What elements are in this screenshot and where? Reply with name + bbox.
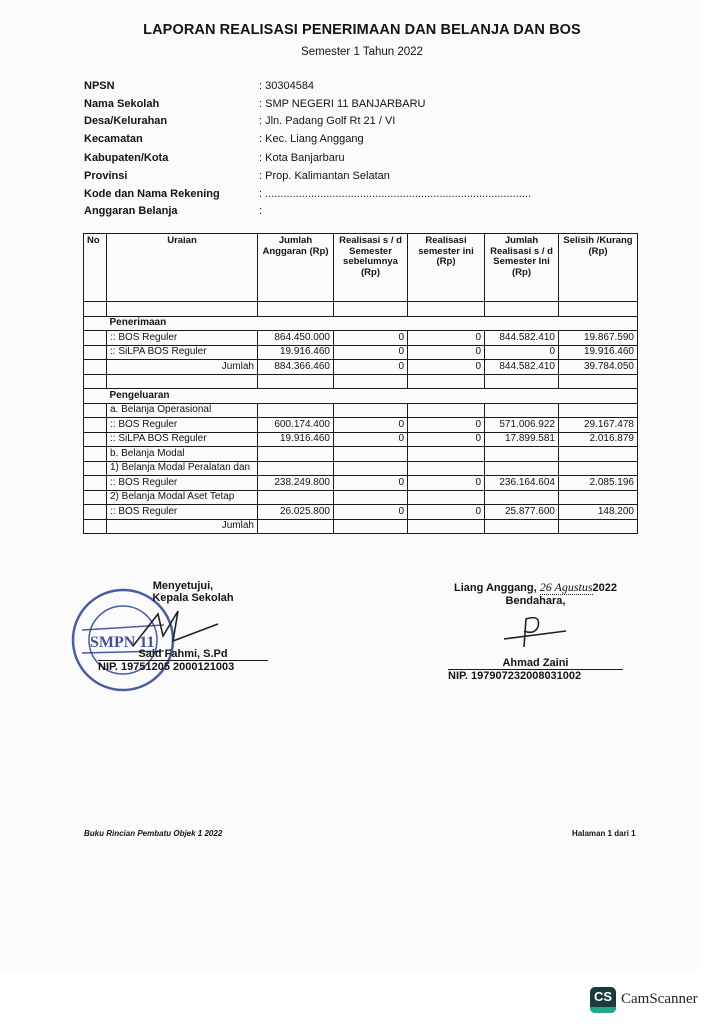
table-row-operasional-label: a. Belanja Operasional: [84, 403, 638, 418]
sig-left-nip: NIP. 19751205 2000121003: [98, 660, 268, 673]
sig-right-nip: NIP. 197907232008031002: [448, 669, 623, 682]
sig-left-role: Kepala Sekolah: [152, 592, 234, 604]
section-pengeluaran: Pengeluaran: [84, 389, 638, 404]
sig-right-role: Bendahara,: [505, 595, 566, 607]
table-row: :: BOS Reguler 238.249.800 0 0 236.164.604 2.085.196: [84, 476, 638, 491]
header-realisasi-semester: Realisasi semester ini (Rp): [408, 234, 485, 302]
table-row-modal-label: b. Belanja Modal: [84, 447, 638, 462]
table-row: :: SiLPA BOS Reguler 19.916.460 0 0 17.899.581 2.016.879: [84, 432, 638, 447]
table-row: :: SiLPA BOS Reguler 19.916.460 0 0 0 19.916.460: [84, 345, 638, 360]
table-row-total-pengeluaran: Jumlah: [84, 519, 638, 534]
table-row: :: BOS Reguler 600.174.400 0 0 571.006.922 29.167.478: [84, 418, 638, 433]
section-penerimaan: Penerimaan: [84, 316, 638, 331]
table-row-empty: [84, 302, 638, 317]
document-page: LAPORAN REALISASI PENERIMAAN DAN BELANJA DAN BOS Semester 1 Tahun 2022 NPSN : 30304584 Nama Sekolah : SMP NEGERI 11 BANJARBARU Desa/Kelurahan : Jln. Padang Golf Rt 21 / VI Kecamatan : Kec. Liang Anggang Kabupaten/Kota : Kota Banjarbaru Provinsi : Prop. Kalimantan Selatan Kode dan Nama Rekening : ....................................................................................... Anggaran Belanja : No Uraian Jumlah Anggaran (Rp) Realisasi s / d Semester sebelumnya (Rp) Realisasi semester ini (Rp) Jumlah Realisasi s / d Semester Ini (Rp) Selisih /Kurang (Rp) Penerimaan :: BOS Reguler 864.450.000 0 0 844.582.410 19.867.590 :: SiLPA BOS Reguler 19.916.460 0 0 0 19.916.460 Jumlah 884.366.460 0 0 844.582.410 39.784.050 Pengeluaran a. Belanja Operasional :: BOS Reguler 600.174.400 0 0 571.006.922 29.167.478 :: SiLPA BOS Reguler 19.916.460 0 0 17.899.581 2.016.879 b. Belanja Modal 1) Belanja Modal Peralatan dan :: BOS Reguler 238.249.800 0 0 236.164.604 2.085.196 2) Belanja Modal Aset Tetap :: BOS Reguler 26.025.800 0 0 25.877.600 148.200 Jumlah SMPN 11 Menyetujui, Kepala Sekolah Said Fahmi, S.Pd NIP. 19751205 2000121003 Liang Anggang, 26 Agustus2022 Bendahara, Ahmad Zaini NIP. 197907232008031002 Buku Rincian Pembatu Objek 1 2022 Halaman 1 dari 1: [0, 0, 700, 970]
sig-right-place-date: Liang Anggang, 26 Agustus2022: [453, 580, 618, 594]
signature-scribble-right-icon: [496, 609, 576, 651]
table-header-row: [84, 234, 638, 302]
footer-document-name: Buku Rincian Pembatu Objek 1 2022: [84, 829, 223, 838]
table-row: :: BOS Reguler 26.025.800 0 0 25.877.600 148.200: [84, 505, 638, 520]
camscanner-logo-icon: CS: [590, 987, 616, 1013]
signature-kepala-sekolah: [98, 580, 268, 673]
report-subtitle: Semester 1 Tahun 2022: [301, 46, 423, 58]
table-row: :: BOS Reguler 864.450.000 0 0 844.582.410 19.867.590: [84, 331, 638, 346]
table-row-modal-sub1-label: 1) Belanja Modal Peralatan dan: [84, 461, 638, 476]
signature-bendahara: [448, 580, 623, 682]
header-no: No: [84, 234, 107, 302]
sig-right-name: Ahmad Zaini: [502, 657, 569, 669]
report-title: LAPORAN REALISASI PENERIMAAN DAN BELANJA DAN BOS: [143, 22, 581, 38]
table-row-total-penerimaan: Jumlah 884.366.460 0 0 844.582.410 39.784.050: [84, 360, 638, 375]
sig-left-line1: Menyetujui,: [152, 580, 214, 592]
header-jumlah-realisasi: Jumlah Realisasi s / d Semester Ini (Rp): [485, 234, 559, 302]
header-jumlah-anggaran: Jumlah Anggaran (Rp): [258, 234, 334, 302]
realization-table: [83, 233, 638, 534]
table-row-modal-sub2-label: 2) Belanja Modal Aset Tetap: [84, 490, 638, 505]
camscanner-watermark: CamScanner: [621, 991, 698, 1007]
sig-left-name: Said Fahmi, S.Pd: [138, 648, 228, 660]
signature-scribble-left-icon: [123, 606, 243, 648]
table-row-empty: [84, 374, 638, 389]
header-realisasi-sd: Realisasi s / d Semester sebelumnya (Rp): [334, 234, 408, 302]
header-uraian: Uraian: [107, 234, 258, 302]
svg-text:SMPN 11: SMPN 11: [90, 634, 155, 651]
footer-page-number: Halaman 1 dari 1: [572, 829, 636, 838]
header-selisih: Selisih /Kurang (Rp): [559, 234, 638, 302]
